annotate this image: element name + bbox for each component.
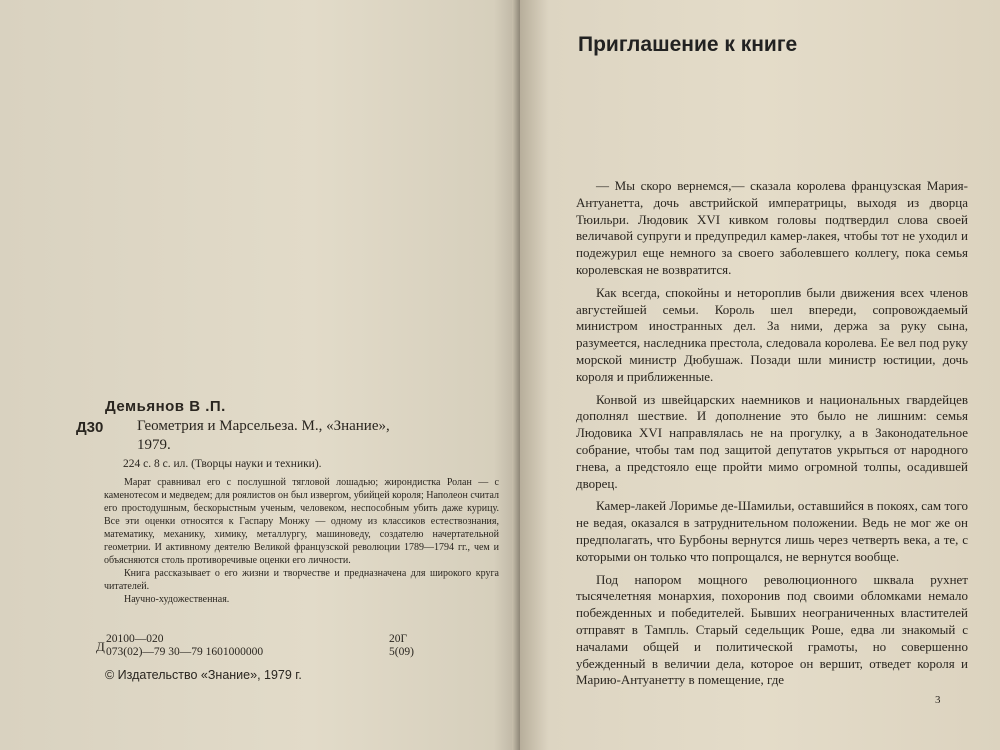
codes-letter: Д (96, 639, 105, 654)
page-number: 3 (935, 694, 941, 706)
codes-line1: 20100—020 (106, 633, 164, 645)
annotation-paragraph: Марат сравнивал его с послушной тягловой лошадью; жирондистка Ролан — с каменотесом и медведем; для роялистов он был извергом, убийцей короля; Наполеон считал его простодушным, бескорыстным ученым, человеком, неспособным убить даже курицу. Все эти оценки относятся к Гаспару Монжу — одному из классиков естествознания, математику, механику, химику, металлургу, машиноведу, создателю начертательной геометрии. И активному деятелю Великой французской революции 1789—1794 гг., чем и объясняются столь противоречивые оценки его личности. (104, 477, 499, 566)
chapter-title: Приглашение к книге (578, 33, 798, 56)
catalog-author: Демьянов В .П. (105, 398, 226, 415)
body-paragraph: Камер-лакей Лоримье де-Шамильи, оставшийся в покоях, сам того не ведая, оказался в затруднительном положении. Ведь не мог же он предполагать, что Бурбоны вернутся лишь через четверть века, а те, с которыми он только что попрощался, не вернутся вообще. (576, 498, 968, 564)
body-paragraph: Конвой из швейцарских наемников и национальных гвардейцев дополнял шествие. И дополнение это было не лишним: семья Людовика XVI направлялась не на прогулку, а в Законодательное собрание, чтобы там под защитой депутатов укрыться от народного гнева, а предстояло еще пройти мимо огромной толпы, осадившей дворец. (576, 391, 968, 491)
catalog-title-line2: 1979. (137, 437, 171, 453)
codes-right2: 5(09) (389, 646, 414, 658)
copyright: © Издательство «Знание», 1979 г. (105, 668, 302, 682)
catalog-title-line1: Геометрия и Марсельеза. М., «Знание», (137, 418, 390, 434)
body-paragraph: — Мы скоро вернемся,— сказала королева французская Мария-Антуанетта, дочь австрийской императрицы, выходя из дворца Тюильри. Людовик XVI кивком головы подтвердил слова своей величавой супруги и предупредил камер-лакея, чтобы тот не уходил и подежурил еще немного за своего заболевшего коллегу, пока семья королевская не возвратится. (576, 178, 968, 277)
annotation-paragraph: Научно-художественная. (124, 594, 230, 605)
catalog-main (137, 417, 497, 455)
catalog-code: Д30 (76, 419, 104, 436)
codes-right1: 20Г (389, 633, 408, 645)
catalog-annotation (104, 476, 499, 606)
right-page (520, 0, 1000, 750)
codes-line2: 073(02)—79 30—79 1601000000 (106, 646, 264, 658)
body-paragraph: Как всегда, спокойны и нетороплив были движения всех членов августейшей семьи. Король шел впереди, сопровождаемый министром иностранных дел. За ними, держа за руку сына, разумеется, наследника престола, следовала королева. Ее вел под руку морской министр Дюбушаж. Позади шли министр юстиции, дочь короля и приближенные. (576, 284, 968, 384)
body-paragraph: Под напором мощного революционного шквала рухнет тысячелетняя монархия, похоронив под своими обломками немало побежденных и победителей. Бывших неограниченных властителей отправят в Тампль. Старый седельщик Роше, едва ли знакомый с началами общей и политической грамоты, но совершенно убежденный в величии дела, которое он вершит, отведет короля и Марию-Антуанетту в помещение, где (576, 571, 968, 688)
catalog-physical: 224 с. 8 с. ил. (Творцы науки и техники). (123, 458, 322, 470)
annotation-paragraph: Книга рассказывает о его жизни и творчестве и предназначена для широкого круга читателей. (104, 568, 499, 592)
body-text (576, 178, 968, 695)
